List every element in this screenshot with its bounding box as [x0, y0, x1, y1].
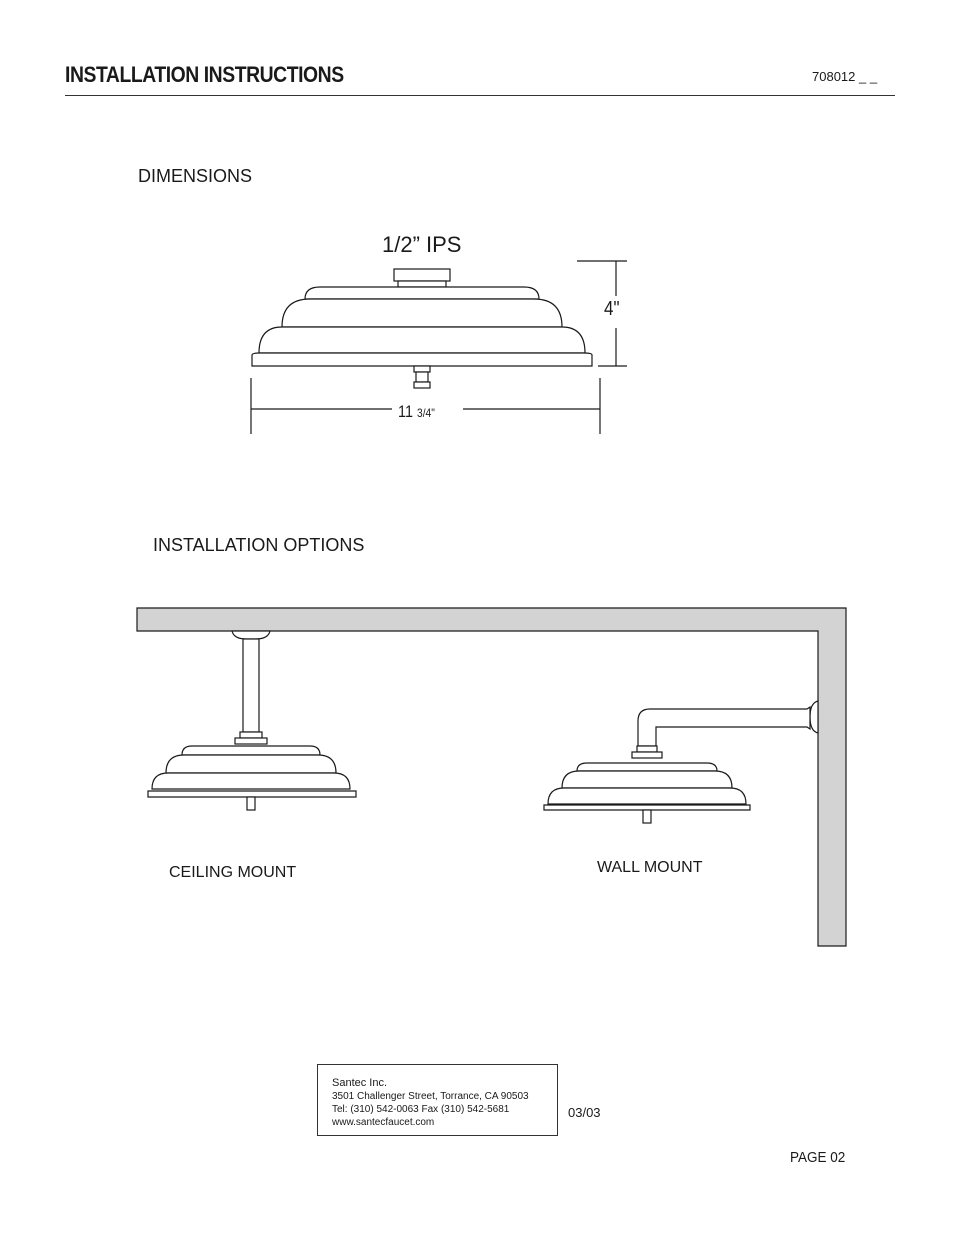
wall-mount-drawing	[544, 701, 818, 823]
ceiling-flange	[232, 631, 270, 639]
model-number: 708012 _ _	[812, 69, 878, 84]
revision-date: 03/03	[568, 1105, 601, 1120]
head-middle-tier	[282, 299, 562, 327]
center-nozzle-tip	[414, 382, 430, 388]
dimensions-heading: DIMENSIONS	[138, 166, 253, 186]
wall-flange	[810, 701, 818, 733]
head-top-tier	[305, 287, 539, 299]
ceiling-nozzle	[247, 797, 255, 810]
width-label	[398, 402, 435, 422]
width-fraction: 3/4"	[417, 406, 435, 420]
ceiling-face-plate	[148, 791, 356, 797]
company-phone-fax: Tel: (310) 542-0063 Fax (310) 542-5681	[332, 1104, 510, 1115]
ceiling-mount-drawing	[148, 631, 356, 810]
center-nozzle	[416, 372, 428, 382]
ceiling-connector	[235, 738, 267, 744]
ceiling-pipe-nut	[240, 732, 262, 738]
wall-face-plate	[544, 805, 750, 810]
ceiling-head-lower-tier	[152, 773, 350, 789]
wall-arm	[638, 707, 810, 746]
wall-head-top-tier	[577, 763, 717, 771]
company-website: www.santecfaucet.com	[332, 1117, 435, 1128]
installation-options-heading: INSTALLATION OPTIONS	[153, 535, 365, 555]
ips-connector	[394, 269, 450, 281]
wall-nozzle	[643, 810, 651, 823]
face-plate	[252, 353, 592, 366]
ips-label: 1/2” IPS	[382, 232, 462, 257]
company-info-box	[317, 1064, 558, 1136]
connector-nut	[398, 281, 446, 287]
center-nozzle-top	[414, 366, 430, 372]
wall-mount-label: WALL MOUNT	[597, 859, 703, 876]
ceiling-mount-label: CEILING MOUNT	[169, 864, 297, 881]
wall-connector	[632, 752, 662, 758]
document-title: INSTALLATION INSTRUCTIONS	[65, 62, 344, 87]
company-name: Santec Inc.	[332, 1077, 388, 1089]
shower-head-dimension-drawing	[252, 269, 592, 388]
width-whole: 11	[398, 402, 418, 421]
ceiling-head-top-tier	[182, 746, 320, 755]
company-address: 3501 Challenger Street, Torrance, CA 90503	[332, 1091, 529, 1102]
ceiling-pipe	[243, 639, 259, 732]
wall-head-lower-tier	[548, 788, 746, 804]
height-label: 4"	[604, 298, 620, 320]
wall-head-middle-tier	[562, 771, 732, 788]
page-number: PAGE 02	[790, 1149, 846, 1166]
ceiling-head-middle-tier	[166, 755, 336, 773]
head-lower-tier	[259, 327, 585, 353]
wall-arm-nut	[637, 746, 657, 752]
